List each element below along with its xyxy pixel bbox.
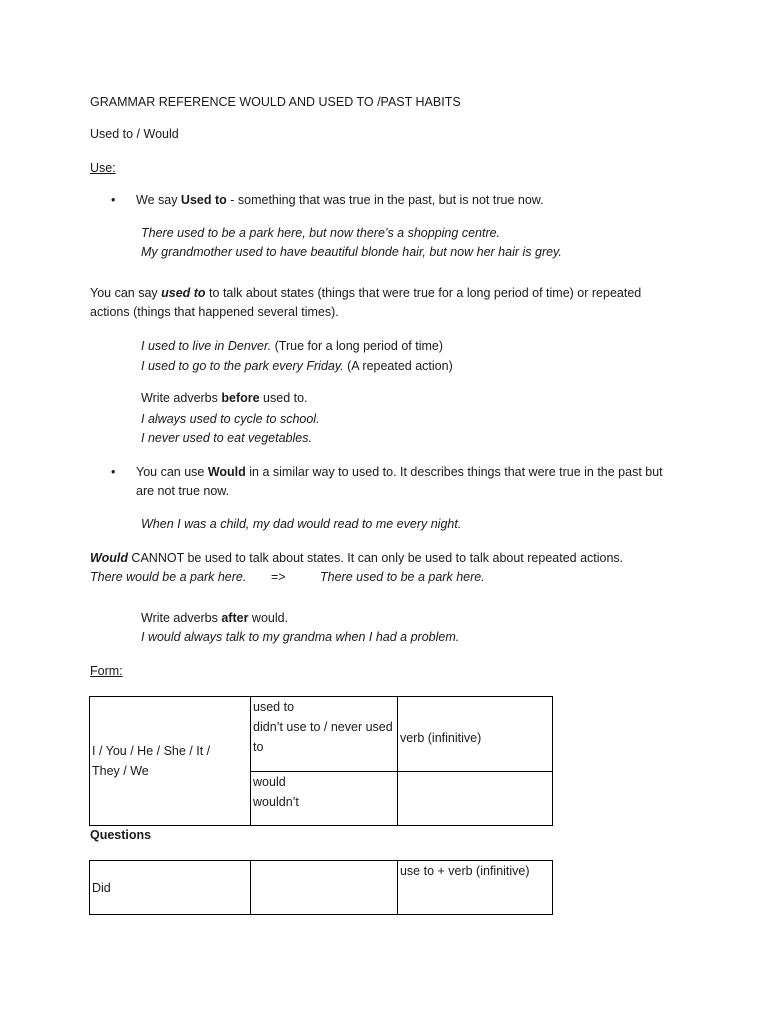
states-example-1: I used to live in Denver. (True for a long period of time) bbox=[141, 339, 444, 353]
form-verb: verb (infinitive) bbox=[399, 731, 482, 745]
questions-did-cell bbox=[90, 861, 251, 915]
form-would: would bbox=[253, 775, 286, 789]
form-wouldnt: wouldn’t bbox=[253, 795, 299, 809]
form-would-cell bbox=[251, 772, 398, 826]
questions-use-to-verb: use to + verb (infinitive) bbox=[399, 864, 530, 878]
adverbs-after-rule: Write adverbs after would. bbox=[141, 611, 289, 625]
form-didnt-use-line-1: didn’t use to / never used bbox=[253, 720, 393, 734]
adverbs-before-rule: Write adverbs before used to. bbox=[141, 391, 308, 405]
questions-table bbox=[89, 860, 553, 915]
bullet1-text: We say Used to - something that was true in the past, but is not true now. bbox=[136, 193, 544, 207]
states-example-2: I used to go to the park every Friday. (A repeated action) bbox=[141, 359, 453, 373]
states-line-2: actions (things that happened several times). bbox=[90, 305, 339, 319]
form-table bbox=[89, 696, 553, 826]
bullet1-example-2: My grandmother used to have beautiful blonde hair, but now her hair is grey. bbox=[141, 245, 562, 259]
form-verb-cell bbox=[397, 697, 552, 772]
arrow: => bbox=[271, 570, 286, 584]
would-states-wrong: There would be a park here. bbox=[90, 570, 247, 584]
form-didnt-use-line-2: to bbox=[253, 740, 264, 754]
adverbs-before-example-2: I never used to eat vegetables. bbox=[141, 431, 312, 445]
form-subject-line-2: They / We bbox=[92, 764, 149, 778]
would-states-right: There used to be a park here. bbox=[320, 570, 485, 584]
bullet2-line-2: are not true now. bbox=[136, 484, 230, 498]
form-heading: Form: bbox=[90, 664, 123, 678]
adverbs-before-example-1: I always used to cycle to school. bbox=[141, 412, 320, 426]
use-heading: Use: bbox=[90, 161, 116, 175]
questions-verb-cell bbox=[397, 861, 552, 915]
subtitle: Used to / Would bbox=[90, 127, 179, 141]
questions-did: Did bbox=[92, 880, 111, 895]
states-line-1: You can say used to to talk about states (things that were true for a long period of time) or repeated bbox=[90, 286, 642, 300]
form-empty-cell bbox=[397, 772, 552, 826]
adverbs-after-example: I would always talk to my grandma when I had a problem. bbox=[141, 630, 460, 644]
form-used-to: used to bbox=[253, 700, 295, 714]
page-title: GRAMMAR REFERENCE WOULD AND USED TO /PAST HABITS bbox=[90, 95, 461, 109]
bullet-icon: • bbox=[111, 193, 116, 207]
form-used-to-cell bbox=[251, 697, 398, 772]
bullet2-line-1: You can use Would in a similar way to used to. It describes things that were true in the past but bbox=[136, 465, 663, 479]
bullet1-example-1: There used to be a park here, but now there’s a shopping centre. bbox=[141, 226, 501, 240]
form-subject-cell bbox=[90, 697, 251, 826]
bullet-icon: • bbox=[111, 465, 116, 479]
questions-blank-cell bbox=[251, 861, 398, 915]
form-subject-line-1: I / You / He / She / It / bbox=[92, 744, 211, 758]
bullet2-example: When I was a child, my dad would read to me every night. bbox=[141, 517, 462, 531]
questions-heading: Questions bbox=[90, 828, 152, 842]
would-states-rule: Would CANNOT be used to talk about states. It can only be used to talk about repeated actions. bbox=[90, 551, 624, 565]
